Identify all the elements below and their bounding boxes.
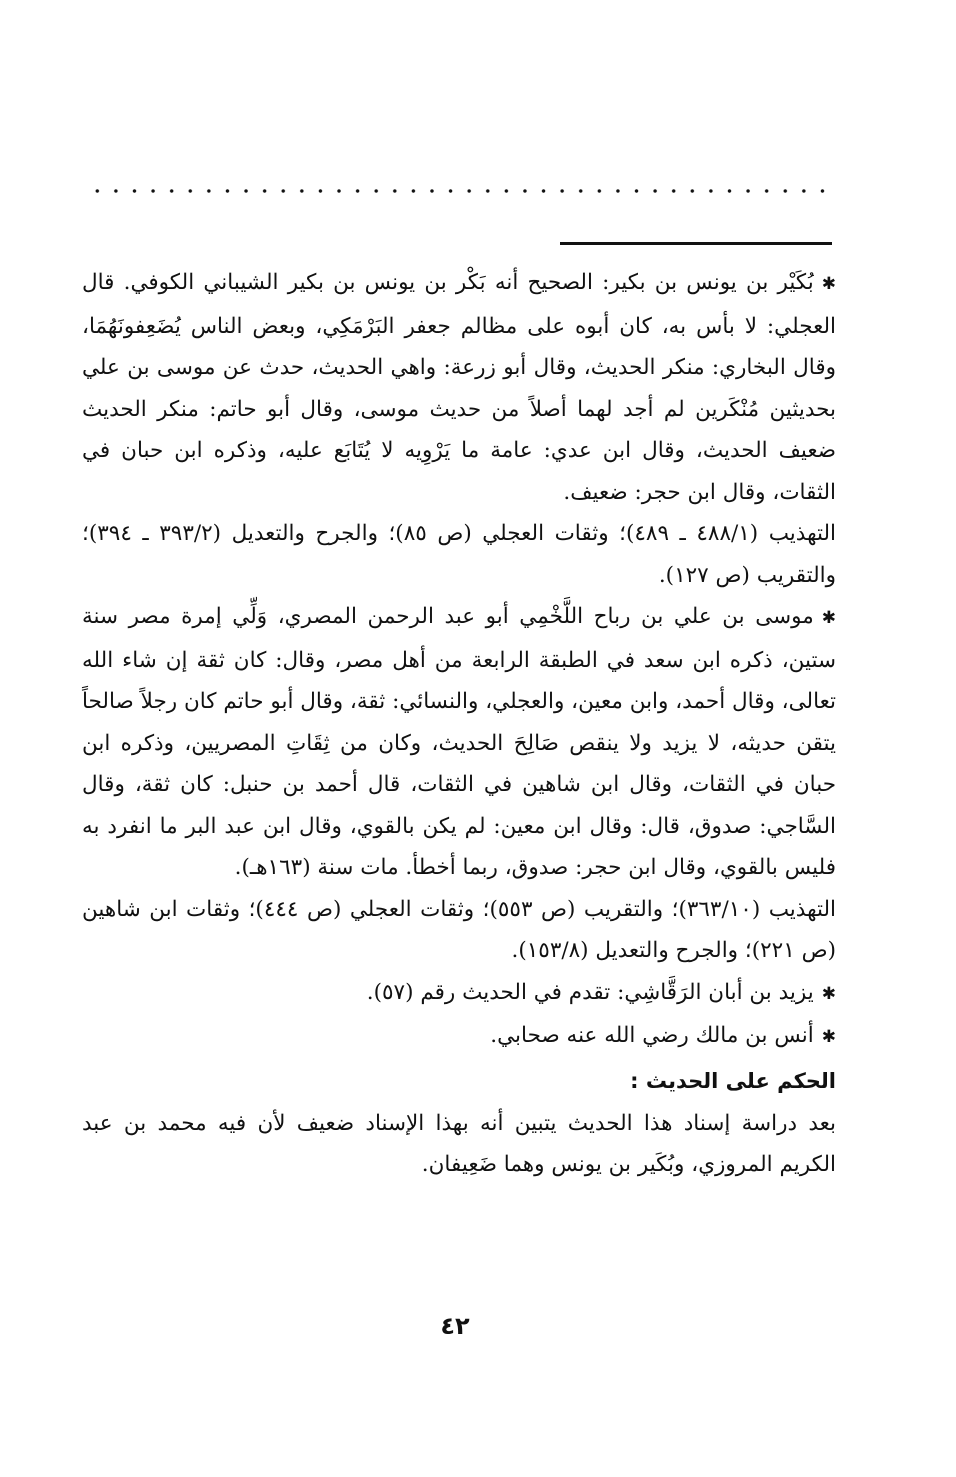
narrator-entry-bukayr xyxy=(82,262,836,513)
references-text: التهذيب (٣٦٣/١٠)؛ والتقريب (ص ٥٥٣)؛ وثقات العجلي (ص ٤٤٤)؛ وثقات ابن شاهين (ص ٢٢١)؛ والجرح والتعديل (١٥٣/٨). xyxy=(82,896,836,963)
bullet-star-icon: ✱ xyxy=(821,983,836,1004)
ruling-text: بعد دراسة إسناد هذا الحديث يتبين أنه بهذا الإسناد ضعيف لأن فيه محمد بن عبد الكريم المروزي، وبُكَير بن يونس وهما ضَعِيفان. xyxy=(82,1110,836,1177)
footnote-body xyxy=(82,262,836,1186)
narrator-entry-musa xyxy=(82,596,836,889)
bullet-star-icon: ✱ xyxy=(821,274,836,294)
narrator-entry-text: يزيد بن أبان الرَقَّاشِي: تقدم في الحديث رقم (٥٧). xyxy=(366,979,814,1005)
ruling-heading: الحكم على الحديث : xyxy=(630,1068,836,1093)
narrator-entry-text: بُكَيْر بن يونس بن بكير: الصحيح أنه بَكْر بن يونس بن بكير الشيباني الكوفي. قال العجلي: لا بأس به، كان أبوه على مظالم جعفر البَرْمَكِي، وبعض الناس يُضَعِفونَهُمَا، وقال البخاري: منكر الحديث، وقال أبو زرعة: واهي الحديث، حدث عن موسى بن علي بحديثين مُنْكَرين لم أجد لهما أصلاً من حديث موسى، وقال أبو حاتم: منكر الحديث ضعيف الحديث، وقال ابن عدي: عامة ما يَرْوِيه لا يُتَابَع عليه، وذكره ابن حبان في الثقات، وقال ابن حجر: ضعيف. xyxy=(82,270,836,505)
references-musa xyxy=(82,889,836,972)
footnote-dotted-separator xyxy=(88,186,833,196)
narrator-entry-yazid xyxy=(82,972,836,1016)
references-text: التهذيب (٤٨٨/١ ـ ٤٨٩)؛ وثقات العجلي (ص ٨٥)؛ والجرح والتعديل (٣٩٣/٢ ـ ٣٩٤)؛ والتقريب (ص ١٢٧). xyxy=(82,521,836,588)
page-number: ٤٢ xyxy=(440,1312,470,1340)
bullet-star-icon: ✱ xyxy=(821,608,836,628)
narrator-entry-text: أنس بن مالك رضي الله عنه صحابي. xyxy=(490,1023,814,1048)
footnote-rule xyxy=(560,242,832,245)
narrator-entry-text: موسى بن علي بن رباح اللَّخْمِي أبو عبد الرحمن المصري، وَلِّي إمرة مصر سنة ستين، ذكره ابن سعد في الطبقة الرابعة من أهل مصر، وقال: كان ثقة إن شاء الله تعالى، وقال أحمد، وابن معين، والعجلي، والنسائي: ثقة، وقال أبو حاتم كان رجلاً صالحاً يتقن حديثه، لا يزيد ولا ينقص صَالِحَ الحديث، وكان من ثِقَاتِ المصريين، وذكره ابن حبان في الثقات، وقال ابن شاهين في الثقات، قال أحمد بن حنبل: كان ثقة، وقال السَّاجي: صدوق، قال: وقال ابن معين: لم يكن بالقوي، وقال ابن عبد البر ما انفرد به فليس بالقوي، وقال ابن حجر: صدوق، ربما أخطأ. مات سنة (١٦٣هـ). xyxy=(82,604,836,880)
narrator-entry-anas xyxy=(82,1015,836,1059)
bullet-star-icon: ✱ xyxy=(821,1027,836,1047)
references-bukayr xyxy=(82,513,836,596)
